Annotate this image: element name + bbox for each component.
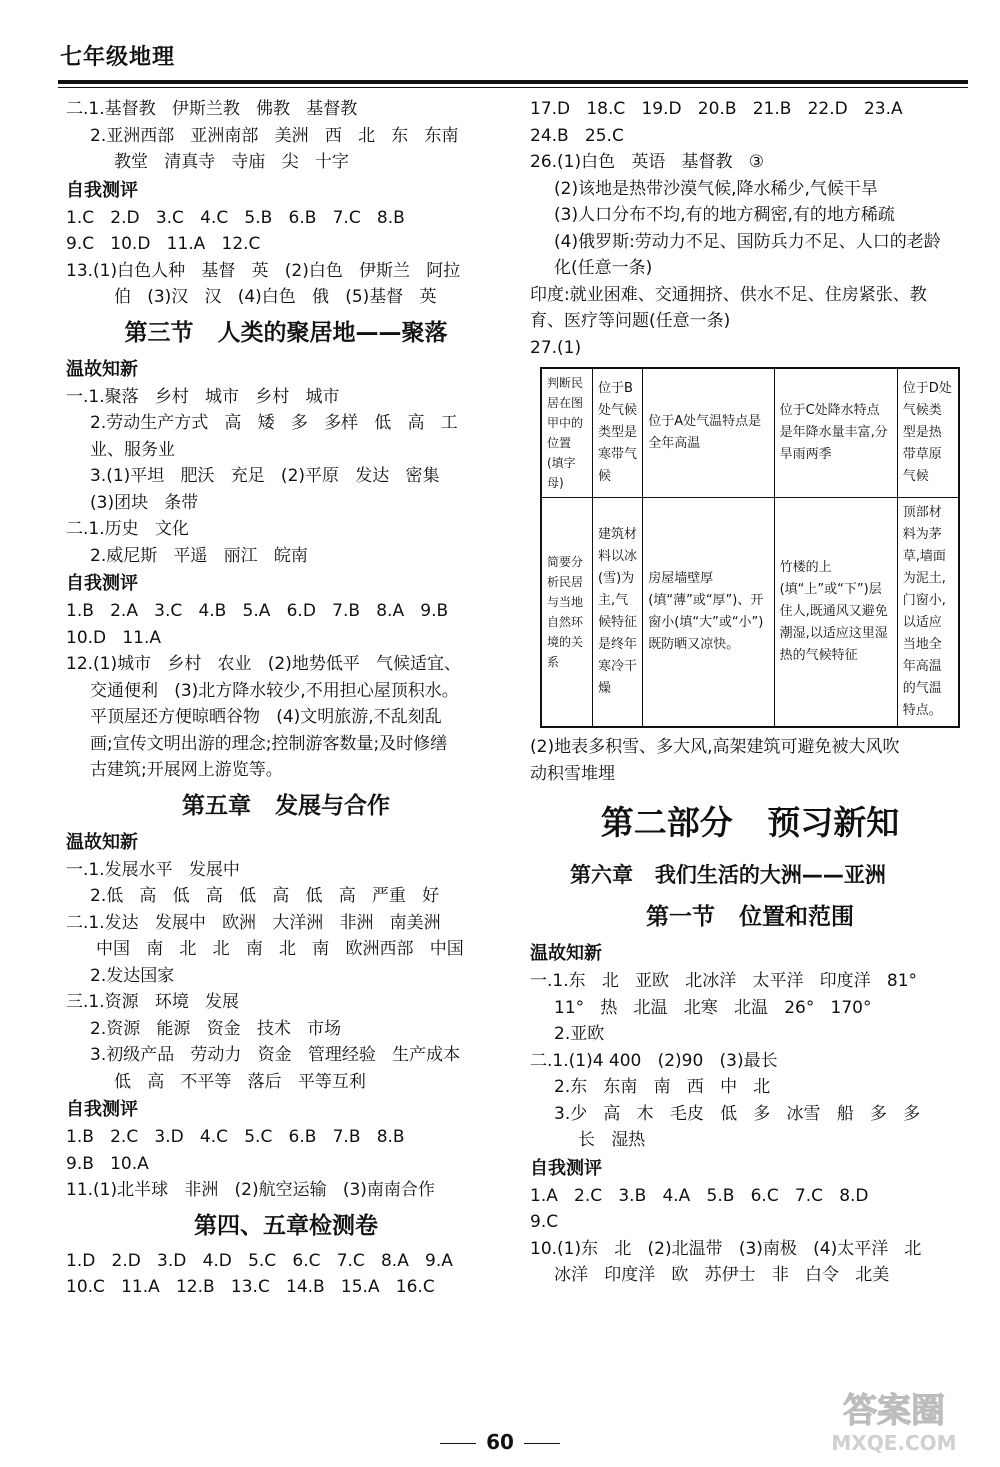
answer-line: 二.1.历史 文化 (66, 519, 189, 539)
answer-line: 2.资源 能源 资金 技术 市场 (90, 1018, 342, 1039)
answer-line: 印度:就业困难、交通拥挤、供水不足、住房紧张、教 (530, 284, 927, 305)
answer-line: (3)人口分布不均,有的地方稠密,有的地方稀疏 (554, 205, 895, 225)
answer-line: 10.D 11.A (66, 627, 162, 648)
table-cell: 位于A处气温特点是全年高温 (643, 368, 774, 498)
answer-line: 3.少 高 木 毛皮 低 多 冰雪 船 多 多 (554, 1103, 921, 1124)
table-row-header: 简要分析民居与当地自然环境的关系 (541, 498, 593, 728)
answer-line: 9.C (530, 1212, 559, 1232)
dwelling-table (540, 367, 960, 728)
answer-line: 11° 热 北温 北寒 北温 26° 170° (554, 997, 872, 1018)
answer-line: 1.C 2.D 3.C 4.C 5.B 6.B 7.C 8.B (66, 207, 405, 228)
subheading-self-test: 自我测评 (66, 1099, 138, 1120)
table-cell: 房屋墙壁厚(填“薄”或“厚”)、开窗小(填“大”或“小”)既防晒又凉快。 (643, 498, 774, 728)
answer-line: 12.(1)城市 乡村 农业 (2)地势低平 气候适宜、 (66, 654, 462, 674)
answer-line: 1.B 2.C 3.D 4.C 5.C 6.B 7.B 8.B (66, 1127, 405, 1147)
table-cell: 位于D处气候类型是热带草原气候 (897, 368, 959, 498)
answer-line: 9.C 10.D 11.A 12.C (66, 234, 261, 254)
subheading-self-test: 自我测评 (66, 179, 138, 201)
svg-text:答案圈: 答案圈 (843, 1391, 945, 1431)
watermark-logo (806, 1384, 982, 1456)
answer-line: 冰洋 印度洋 欧 苏伊士 非 白令 北美 (554, 1265, 890, 1285)
answer-line: (4)俄罗斯:劳动力不足、国防兵力不足、人口的老龄 (554, 231, 941, 252)
answer-line: 2.东 东南 南 西 中 北 (554, 1077, 771, 1097)
answer-line: 1.B 2.A 3.C 4.B 5.A 6.D 7.B 8.A 9.B (66, 601, 449, 621)
answer-line: 26.(1)白色 英语 基督教 ③ (530, 152, 764, 172)
answer-line: 二.1.发达 发展中 欧洲 大洋洲 非洲 南美洲 (66, 912, 441, 933)
answer-line: 2.低 高 低 高 低 高 低 高 严重 好 (90, 886, 440, 906)
table-cell: 竹楼的上(填“上”或“下”)层住人,既通风又避免潮湿,以适应这里湿热的气候特征 (774, 498, 897, 728)
answer-line: 2.发达国家 (90, 965, 175, 986)
answer-line: 3.(1)平坦 肥沃 充足 (2)平原 发达 密集 (90, 466, 440, 486)
answer-line: 1.A 2.C 3.B 4.A 5.B 6.C 7.C 8.D (530, 1185, 869, 1206)
answer-line: 三.1.资源 环境 发展 (66, 992, 240, 1012)
answer-line: 平顶屋还方便晾晒谷物 (4)文明旅游,不乱刻乱 (90, 707, 442, 727)
answer-line: 2.亚洲西部 亚洲南部 美洲 西 北 东 东南 (90, 125, 459, 146)
subheading-review: 温故知新 (66, 358, 138, 380)
answer-line: 2.威尼斯 平遥 丽江 皖南 (90, 545, 308, 566)
answer-line: 一.1.东 北 亚欧 北冰洋 太平洋 印度洋 81° (530, 971, 918, 991)
answer-line: 3.初级产品 劳动力 资金 管理经验 生产成本 (90, 1045, 461, 1065)
svg-text:MXQE.COM: MXQE.COM (831, 1431, 957, 1455)
table-cell: 顶部材料为茅草,墙面为泥土,门窗小,以适应当地全年高温的气温特点。 (897, 498, 959, 728)
chapter-title: 第六章 我们生活的大洲——亚洲 (570, 863, 886, 887)
answer-line: 古建筑;开展网上游览等。 (90, 760, 283, 780)
table-cell: 位于C处降水特点是年降水量丰富,分旱雨两季 (774, 368, 897, 498)
answer-line: 画;宣传文明出游的理念;控制游客数量;及时修缮 (90, 733, 448, 754)
answer-line: 育、医疗等问题(任意一条) (530, 311, 731, 331)
answer-line: 中国 南 北 北 南 北 南 欧洲西部 中国 (96, 939, 464, 959)
answer-line: (2)该地是热带沙漠气候,降水稀少,气候干旱 (554, 178, 878, 199)
table-row-header: 判断民居在图甲中的位置(填字母) (541, 368, 593, 498)
answer-line: 13.(1)白色人种 基督 英 (2)白色 伊斯兰 阿拉 (66, 260, 461, 281)
test-title: 第四、五章检测卷 (194, 1212, 378, 1239)
answer-line: (2)地表多积雪、多大风,高架建筑可避免被大风吹 (530, 737, 900, 757)
subheading-self-test: 自我测评 (530, 1157, 602, 1179)
answer-line: 2.亚欧 (554, 1024, 605, 1044)
table-cell: 建筑材料以冰(雪)为主,气候特征是终年寒冷干燥 (593, 498, 643, 728)
page-dash-left (440, 1443, 476, 1444)
answer-line: 11.(1)北半球 非洲 (2)航空运输 (3)南南合作 (66, 1180, 435, 1200)
answer-line: 一.1.发展水平 发展中 (66, 859, 240, 880)
page-number-text: 60 (486, 1430, 514, 1454)
section-title: 第一节 位置和范围 (645, 904, 855, 930)
answer-line: 10.(1)东 北 (2)北温带 (3)南极 (4)太平洋 北 (530, 1238, 922, 1259)
answer-line: 业、服务业 (90, 439, 175, 460)
header-rule-thin (58, 87, 968, 88)
answer-line: 伯 (3)汉 汉 (4)白色 俄 (5)基督 英 (114, 287, 437, 307)
part-title: 第二部分 预习新知 (600, 803, 900, 842)
answer-line: 动积雪堆埋 (530, 763, 615, 784)
answer-line: 教堂 清真寺 寺庙 尖 十字 (114, 152, 349, 172)
section-title: 第三节 人类的聚居地——聚落 (124, 319, 448, 346)
chapter-title: 第五章 发展与合作 (181, 792, 391, 819)
page-dash-right (524, 1443, 560, 1444)
left-column (66, 96, 506, 1301)
answer-line: 10.C 11.A 12.B 13.C 14.B 15.A 16.C (66, 1277, 435, 1297)
answer-line: 二.1.基督教 伊斯兰教 佛教 基督教 (66, 99, 358, 119)
table-row (541, 368, 959, 498)
answer-line: 9.B 10.A (66, 1153, 149, 1174)
answer-line: 1.D 2.D 3.D 4.D 5.C 6.C 7.C 8.A 9.A (66, 1250, 453, 1271)
subheading-review: 温故知新 (530, 943, 602, 964)
right-column (530, 96, 970, 1289)
header-rule-thick (58, 80, 968, 84)
answer-line: 二.1.(1)4 400 (2)90 (3)最长 (530, 1050, 778, 1071)
table-row (541, 498, 959, 728)
answer-line: 24.B 25.C (530, 125, 624, 146)
answer-line: 2.劳动生产方式 高 矮 多 多样 低 高 工 (90, 413, 458, 433)
answer-line: 交通便利 (3)北方降水较少,不用担心屋顶积水。 (90, 680, 459, 701)
answer-line: (3)团块 条带 (90, 492, 199, 513)
answer-line: 一.1.聚落 乡村 城市 乡村 城市 (66, 386, 340, 407)
answer-line: 长 湿热 (578, 1130, 646, 1150)
answer-line: 低 高 不平等 落后 平等互利 (114, 1071, 366, 1092)
subheading-review: 温故知新 (66, 831, 138, 853)
answer-line: 化(任意一条) (554, 258, 653, 278)
running-header: 七年级地理 (60, 45, 176, 70)
table-cell: 位于B处气候类型是寒带气候 (593, 368, 643, 498)
subheading-self-test: 自我测评 (66, 573, 138, 594)
answer-line: 27.(1) (530, 337, 582, 358)
answer-line: 17.D 18.C 19.D 20.B 21.B 22.D 23.A (530, 99, 903, 119)
